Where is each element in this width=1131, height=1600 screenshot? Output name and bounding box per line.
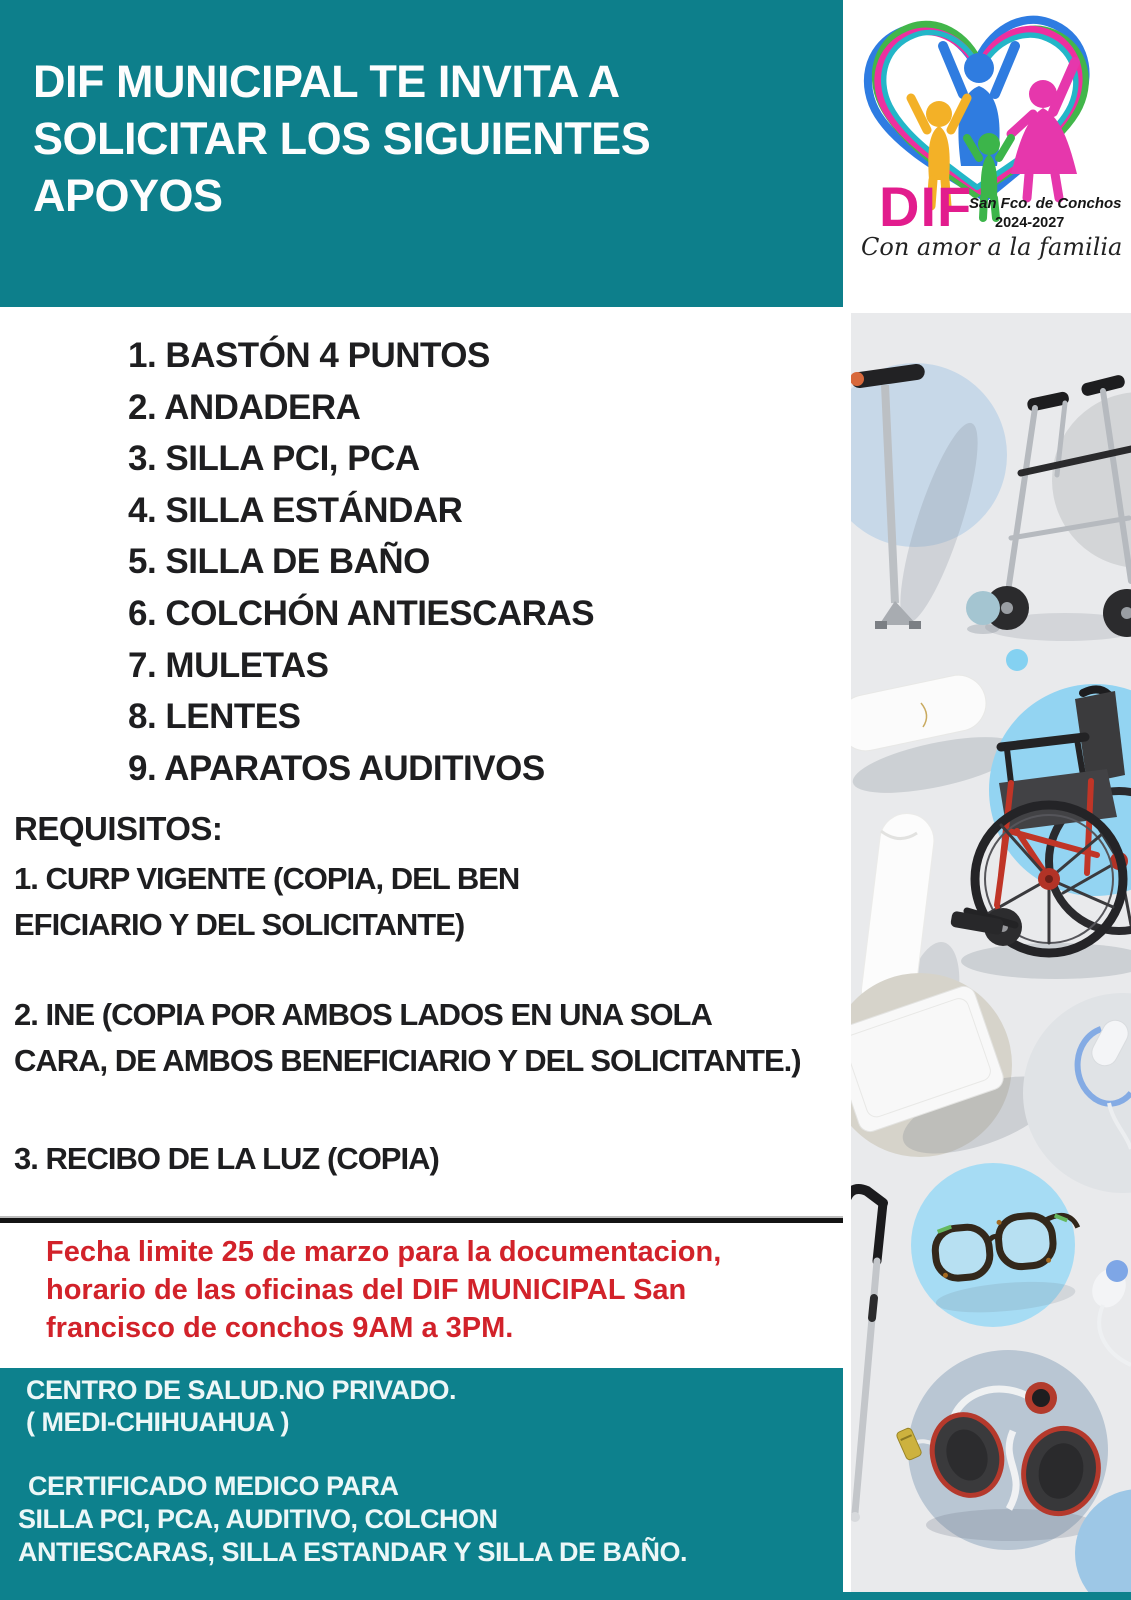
requirement-line: 3. RECIBO DE LA LUZ (COPIA): [14, 1141, 439, 1176]
title-line: APOYOS: [33, 170, 223, 221]
blue-ball-icon: [966, 591, 1000, 634]
dif-logo: [851, 2, 1131, 306]
notice-line: Fecha limite 25 de marzo para la documentacion,: [46, 1236, 722, 1268]
notice-line: francisco de conchos 9AM a 3PM.: [46, 1312, 514, 1344]
list-item: 9. APARATOS AUDITIVOS: [128, 748, 545, 788]
footer-line: ( MEDI-CHIHUAHUA ): [26, 1407, 289, 1437]
list-item: 2. ANDADERA: [128, 387, 361, 427]
footer-health-center: [26, 1374, 456, 1438]
flyer-title: [33, 53, 650, 224]
list-item: 8. LENTES: [128, 697, 301, 737]
requirement-line: 2. INE (COPIA POR AMBOS LADOS EN UNA SOLA: [14, 997, 712, 1032]
footer-line: CENTRO DE SALUD.NO PRIVADO.: [26, 1375, 457, 1405]
list-item: 5. SILLA DE BAÑO: [128, 542, 430, 582]
bottom-strip: [0, 1592, 1131, 1600]
requirement-ine: [14, 992, 801, 1084]
list-item: 1. BASTÓN 4 PUNTOS: [128, 336, 490, 375]
list-item: 4. SILLA ESTÁNDAR: [128, 490, 463, 530]
footer-line: CERTIFICADO MEDICO PARA: [28, 1471, 399, 1501]
requirement-line: EFICIARIO Y DEL SOLICITANTE): [14, 907, 465, 942]
logo-slogan: Con amor a la familia: [861, 233, 1123, 261]
equipment-photo-collage: [851, 313, 1131, 1592]
list-item: 7. MULETAS: [128, 645, 329, 685]
title-line: DIF MUNICIPAL TE INVITA A: [33, 56, 620, 107]
footer-line: SILLA PCI, PCA, AUDITIVO, COLCHON: [18, 1504, 498, 1534]
list-item: 6. COLCHÓN ANTIESCARAS: [128, 593, 595, 633]
footer-line: ANTIESCARAS, SILLA ESTANDAR Y SILLA DE BAÑO.: [18, 1537, 688, 1567]
requirement-line: 1. CURP VIGENTE (COPIA, DEL BEN: [14, 861, 520, 896]
support-list: [128, 330, 594, 794]
list-item: 3. SILLA PCI, PCA: [128, 439, 420, 479]
section-divider: [0, 1216, 843, 1223]
blue-dot: [1006, 649, 1028, 671]
requirement-recibo: [14, 1136, 439, 1182]
logo-term: 2024-2027: [995, 215, 1065, 231]
dif-wordmark: DIF: [879, 175, 973, 238]
title-line: SOLICITAR LOS SIGUIENTES: [33, 113, 651, 164]
notice-line: horario de las oficinas del DIF MUNICIPAL San: [46, 1274, 687, 1306]
requirement-curp: [14, 856, 519, 948]
footer-certificate: [18, 1470, 687, 1569]
deadline-notice: [46, 1233, 721, 1347]
logo-municipality: San Fco. de Conchos: [969, 195, 1122, 212]
requirement-line: CARA, DE AMBOS BENEFICIARIO Y DEL SOLICITANTE.): [14, 1043, 801, 1078]
requirements-heading: REQUISITOS:: [14, 810, 223, 847]
